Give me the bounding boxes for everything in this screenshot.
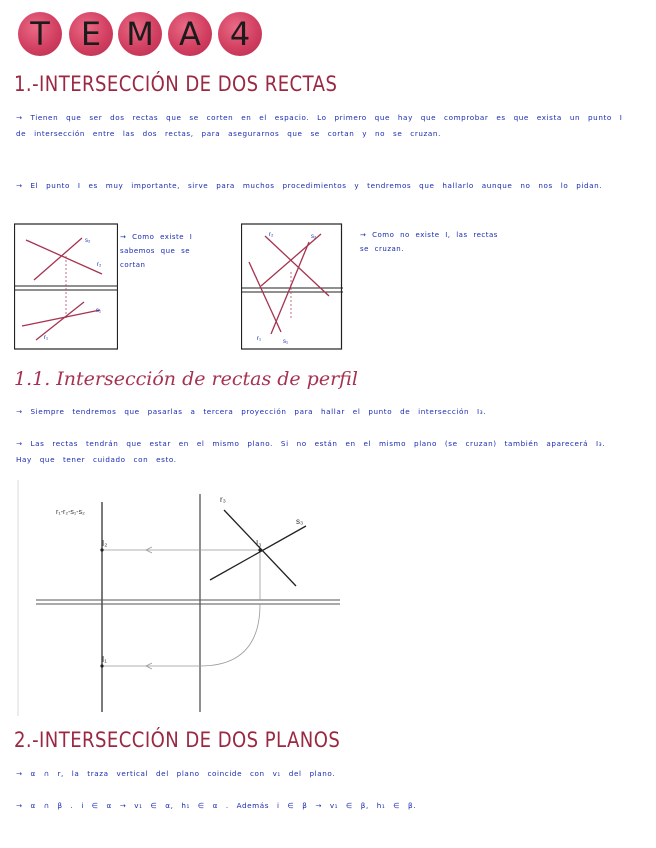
fig-b-label-r2: r₂ [269, 232, 274, 238]
section2-paragraph1: → α ∩ r, la traza vertical del plano coincide con v₁ del plano. [16, 769, 336, 778]
title-letter-t: T [18, 12, 62, 56]
fig-a-label-r1: r₁ [44, 335, 49, 341]
section11-paragraph2: → Las rectas tendrán que estar en el mismo plano. Si no están en el mismo plano (se cruzan) también aparecerá I₃. Hay que tener cuidado con esto. [16, 439, 606, 464]
figure-intersecting-lines [14, 222, 118, 352]
section2-title: 2.-INTERSECCIÓN DE DOS PLANOS [14, 728, 341, 752]
title-letter-4: 4 [218, 12, 262, 56]
label-s3: s₃ [296, 517, 304, 526]
fig-a-note: → Como existe I sabemos que se cortan [120, 233, 193, 269]
fig-a-label-s2: s₂ [85, 238, 91, 244]
label-r1r2s1s2: r₁-r₂-s₁-s₂ [56, 509, 85, 516]
fig-a-label-r2: r₂ [97, 262, 102, 268]
fig-a-label-s1: s₁ [96, 308, 102, 314]
label-i1: I₁ [102, 655, 107, 664]
section11-title: 1.1. Intersección de rectas de perfil [14, 368, 358, 390]
profile-intersection-diagram [14, 476, 354, 720]
section1-paragraph2: → El punto I es muy importante, sirve para muchos procedimientos y tendremos que hallarlo aunque no nos lo pidan. [16, 181, 603, 190]
label-i3: I₃ [256, 539, 262, 548]
section1-paragraph1: → Tienen que ser dos rectas que se corten en el espacio. Lo primero que hay que comprobar es que exista un punto I de intersección entre las dos rectas, para asegurarnos que se cortan y no se cruzan. [16, 113, 623, 138]
section11-paragraph1: → Siempre tendremos que pasarlas a tercera proyección para hallar el punto de intersección I₃. [16, 407, 487, 416]
title-letter-m: M [118, 12, 162, 56]
fig-b-note: → Como no existe I, las rectas se cruzan. [360, 231, 498, 253]
label-i2: I₂ [102, 539, 108, 548]
section2-paragraph2: → α ∩ β . i ∈ α → v₁ ∈ α, h₁ ∈ α . Además i ∈ β → v₁ ∈ β, h₁ ∈ β. [16, 801, 417, 810]
fig-b-label-s1: s₁ [283, 339, 289, 345]
title-letter-e: E [69, 12, 113, 56]
title-letter-a: A [168, 12, 212, 56]
fig-b-label-s2: s₂ [311, 234, 317, 240]
label-r3: r₃ [220, 495, 226, 504]
section1-title: 1.-INTERSECCIÓN DE DOS RECTAS [14, 72, 338, 96]
figure-crossing-lines [241, 222, 343, 352]
fig-b-label-r1: r₁ [257, 336, 262, 342]
